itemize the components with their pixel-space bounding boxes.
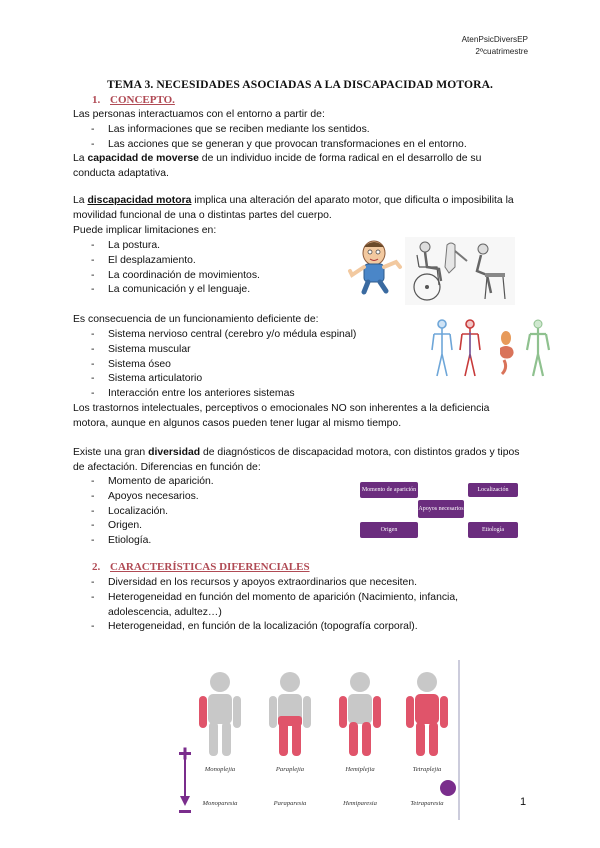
list-item: - Localización.: [73, 505, 333, 520]
limitaciones-list: [73, 239, 343, 298]
diferencias-list: [73, 475, 333, 549]
discapacidad-block: [73, 194, 523, 238]
digestive-system-figure: [500, 331, 514, 374]
list-item: - Etiología.: [73, 534, 333, 549]
text-run: Existe una gran: [73, 447, 149, 458]
body-figure-hemiplejia: [339, 672, 381, 756]
list-item: - La comunicación y el lenguaje.: [73, 283, 343, 298]
text-run: de un individuo incide de forma radical en el desarrollo de su conducta adaptativa.: [73, 153, 482, 180]
muscular-system-figure: [527, 320, 549, 376]
plus-bar-v: [184, 748, 187, 760]
caracteristicas-list: [73, 576, 523, 635]
list-item: - La coordinación de movimientos.: [73, 269, 343, 284]
label-hemiparesia: Hemiparesia: [343, 800, 377, 807]
list-item: - Heterogeneidad, en función de la localización (topografía corporal).: [73, 620, 523, 635]
diferencias-list-wrap: [73, 475, 333, 549]
capacity-bold: capacidad de moverse: [87, 153, 199, 165]
sistemas-list-wrap: [73, 328, 413, 402]
list-item: - Interacción entre los anteriores sistemas: [73, 387, 413, 402]
list-item: - Sistema óseo: [73, 358, 413, 373]
page-header: [462, 34, 528, 58]
diversidad-bold: diversidad: [148, 447, 201, 458]
list-item: - Sistema muscular: [73, 343, 413, 358]
label-paraplejia: Paraplejia: [275, 766, 305, 773]
text-run: implica una alteración del aparato motor, que dificulta o imposibilita la movilidad funcional de una o distintas partes del cuerpo.: [73, 195, 514, 221]
list-item: - Diversidad en los recursos y apoyos extraordinarios que necesiten.: [73, 576, 523, 591]
document-title: TEMA 3. NECESIDADES ASOCIADAS A LA DISCAPACIDAD MOTORA.: [106, 78, 494, 91]
header-line-2: 2ºcuatrimestre: [475, 47, 528, 56]
consecuencia-lead: Es consecuencia de un funcionamiento deficiente de:: [73, 314, 319, 325]
list-item: - La postura.: [73, 239, 343, 254]
diagram-box-apoyos: Apoyos necesarios: [418, 500, 464, 518]
list-item: - Momento de aparición.: [73, 475, 333, 490]
diagram-box-origen: Origen: [360, 522, 418, 538]
capacity-paragraph: [73, 152, 523, 182]
limitaciones-list-wrap: [73, 239, 343, 298]
section-1-label: CONCEPTO.: [110, 94, 175, 106]
list-item: - Heterogeneidad en función del momento de aparición (Nacimiento, infancia, adolescencia, adultez…): [73, 591, 523, 621]
list-item: - Las informaciones que se reciben mediante los sentidos.: [73, 123, 523, 138]
body-figure-paraplejia: [269, 672, 311, 756]
diagram-box-momento: Momento de aparición: [360, 482, 418, 498]
text-run: de diagnósticos de discapacidad motora, con distintos grados y tipos de afectación. Diferencias en función de:: [73, 447, 520, 473]
list-item: - Origen.: [73, 519, 333, 534]
section-2-number: 2.: [92, 561, 101, 573]
list-item: - Las acciones que se generan y que provocan transformaciones en el entorno.: [73, 138, 523, 153]
factors-diagram: [360, 480, 520, 542]
accent-dot: [440, 780, 456, 796]
text-run: La: [73, 153, 88, 165]
label-tetraparesia: Tetraparesia: [410, 800, 444, 807]
label-tetraplejia: Tetraplejia: [412, 766, 442, 773]
topography-figure: [165, 660, 465, 820]
body-figure-monoplejia: [199, 672, 241, 756]
list-item: - El desplazamiento.: [73, 254, 343, 269]
sistemas-list: [73, 328, 413, 402]
limitaciones-lead: Puede implicar limitaciones en:: [73, 224, 217, 236]
intro-list: [73, 123, 523, 153]
section-2-label: CARACTERÍSTICAS DIFERENCIALES: [110, 561, 310, 573]
trastornos-paragraph: Los trastornos intelectuales, perceptivos o emocionales NO son inherentes a la deficiencia motora, aunque en algunos casos pueden tener lugar al mismo tiempo.: [73, 403, 490, 429]
label-hemiplejia: Hemiplejia: [345, 766, 375, 773]
section-2-heading: [92, 561, 310, 573]
diagram-box-etiologia: Etiología: [468, 522, 518, 538]
section-1-heading: [92, 94, 175, 106]
intro-lead: Las personas interactuamos con el entorno a partir de:: [73, 109, 325, 120]
discapacidad-paragraph: [73, 194, 523, 224]
nervous-system-figure: [432, 320, 452, 376]
diversidad-paragraph: [73, 446, 523, 476]
discapacidad-bold: discapacidad motora: [87, 195, 192, 206]
list-item: - Apoyos necesarios.: [73, 490, 333, 505]
text-run: La: [73, 195, 88, 206]
minus-bar: [179, 810, 191, 813]
label-paraparesia: Paraparesia: [273, 800, 307, 807]
list-item: - Sistema articulatorio: [73, 372, 413, 387]
body-figure-tetraplejia: [406, 672, 448, 756]
page-number: 1: [520, 796, 527, 808]
body-systems-illustration: [430, 318, 552, 380]
diagram-box-localizacion: Localización: [468, 483, 518, 497]
cartoon-person-illustration: [346, 237, 404, 295]
label-monoplejia: Monoplejia: [204, 766, 236, 773]
circulatory-system-figure: [460, 320, 480, 376]
section-1-number: 1.: [92, 94, 101, 106]
wheelchair-sketch-illustration: [405, 237, 515, 305]
intro-block: [73, 108, 523, 182]
header-line-1: AtenPsicDiversEP: [461, 35, 528, 44]
list-item: - Sistema nervioso central (cerebro y/o médula espinal): [73, 328, 413, 343]
caracteristicas-list-wrap: [73, 576, 523, 635]
label-monoparesia: Monoparesia: [202, 800, 238, 807]
